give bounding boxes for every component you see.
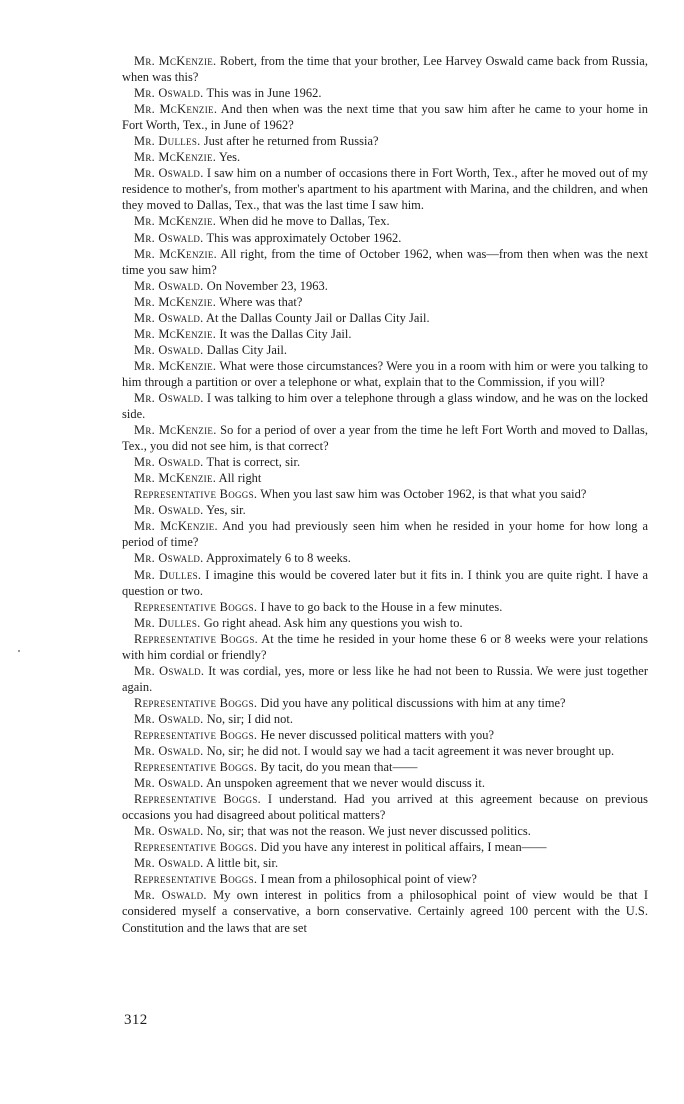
speech-text: That is correct, sir. <box>206 455 301 470</box>
transcript-paragraph <box>122 310 648 326</box>
speaker-name: Mr. Oswald. <box>134 86 204 101</box>
speech-text: Go right ahead. Ask him any questions you wish to. <box>203 615 463 630</box>
transcript-paragraph <box>122 278 648 294</box>
speaker-name: Mr. McKenzie. <box>134 102 218 117</box>
transcript-paragraph <box>122 85 648 101</box>
speech-text: Yes, sir. <box>206 503 246 518</box>
speaker-name: Mr. Oswald. <box>134 230 204 245</box>
transcript-paragraph <box>122 871 648 887</box>
transcript-paragraph <box>122 294 648 310</box>
speech-text: I was talking to him over a telephone through a glass window, and he was on the locked side. <box>122 390 648 422</box>
speaker-name: Mr. Oswald. <box>134 342 204 357</box>
speech-text: Did you have any interest in political affairs, I mean—— <box>260 840 547 855</box>
speech-text: Robert, from the time that your brother, Lee Harvey Oswald came back from Russia, when was this? <box>122 54 648 85</box>
speech-text: All right, from the time of October 1962, when was—from then when was the next time you saw him? <box>122 246 649 277</box>
transcript-paragraph <box>122 53 648 85</box>
speaker-name: Representative Boggs. <box>134 631 259 646</box>
transcript-paragraph <box>122 358 648 390</box>
speaker-name: Mr. Oswald. <box>134 711 204 726</box>
speaker-name: Mr. Oswald. <box>134 744 204 759</box>
speaker-name: Mr. McKenzie. <box>134 246 218 261</box>
speaker-name: Representative Boggs. <box>134 599 258 614</box>
speaker-name: Mr. Dulles. <box>134 567 202 582</box>
speaker-name: Representative Boggs. <box>134 727 258 742</box>
transcript-paragraph <box>122 615 648 631</box>
transcript-paragraph <box>122 101 648 133</box>
speech-text: My own interest in politics from a philosophical point of view would be that I considered myself a conservative, a born conservative. Certainly agreed 100 percent with the U.S. Constitution and the laws that are set <box>122 888 648 935</box>
speech-text: It was the Dallas City Jail. <box>219 326 352 341</box>
speaker-name: Mr. McKenzie. <box>134 471 217 486</box>
speech-text: All right <box>218 471 262 486</box>
transcript-paragraph <box>122 149 648 165</box>
speech-text: This was approximately October 1962. <box>206 230 402 245</box>
speech-text: Where was that? <box>219 294 303 309</box>
transcript-paragraph <box>122 631 648 663</box>
speech-text: This was in June 1962. <box>206 86 322 101</box>
speaker-name: Mr. Oswald. <box>134 776 204 791</box>
speaker-name: Representative Boggs. <box>134 840 258 855</box>
speech-text: Did you have any political discussions with him at any time? <box>260 695 566 710</box>
transcript-paragraph <box>122 213 648 229</box>
speech-text: No, sir; that was not the reason. We just never discussed politics. <box>206 824 531 839</box>
speech-text: Dallas City Jail. <box>206 342 288 357</box>
speaker-name: Mr. McKenzie. <box>134 214 217 229</box>
speech-text: At the Dallas County Jail or Dallas City Jail. <box>206 310 430 325</box>
transcript-paragraph <box>122 470 648 486</box>
page-number: 312 <box>124 1012 148 1028</box>
transcript-paragraph <box>122 246 648 278</box>
speaker-name: Mr. Oswald. <box>134 390 204 405</box>
speech-text: A little bit, sir. <box>206 856 279 871</box>
transcript-paragraph <box>122 791 648 823</box>
transcript-paragraph <box>122 711 648 727</box>
transcript-paragraph <box>122 230 648 246</box>
transcript-paragraph <box>122 567 648 599</box>
paragraph-list <box>122 53 648 936</box>
speaker-name: Mr. Oswald. <box>134 166 204 181</box>
transcript-paragraph <box>122 887 648 935</box>
transcript-paragraph <box>122 133 648 149</box>
speaker-name: Mr. Oswald. <box>134 856 204 871</box>
speech-text: I mean from a philosophical point of view? <box>260 872 477 887</box>
speech-text: And then when was the next time that you saw him after he came to your home in Fort Worth, Tex., in June of 1962? <box>122 102 649 133</box>
speaker-name: Mr. McKenzie. <box>134 150 217 165</box>
transcript-paragraph <box>122 454 648 470</box>
speech-text: I imagine this would be covered later but it fits in. I think you are quite right. I have a question or two. <box>122 567 648 598</box>
transcript-paragraph <box>122 775 648 791</box>
speech-text: By tacit, do you mean that—— <box>260 760 418 775</box>
speaker-name: Representative Boggs. <box>134 792 262 807</box>
transcript-paragraph <box>122 502 648 518</box>
speaker-name: Mr. Oswald. <box>134 310 204 325</box>
speaker-name: Mr. McKenzie. <box>134 423 217 438</box>
speech-text: It was cordial, yes, more or less like he had not been to Russia. We were just together again. <box>122 663 649 694</box>
transcript-paragraph <box>122 518 648 550</box>
speech-text: No, sir; I did not. <box>206 711 294 726</box>
transcript-paragraph <box>122 839 648 855</box>
transcript-paragraph <box>122 422 648 454</box>
speech-text: Approximately 6 to 8 weeks. <box>206 551 351 566</box>
speaker-name: Mr. McKenzie. <box>134 519 218 534</box>
speech-text: I understand. Had you arrived at this agreement because on previous occasions you had disagreed about political matters? <box>122 792 648 823</box>
speaker-name: Representative Boggs. <box>134 695 258 710</box>
transcript-paragraph <box>122 695 648 711</box>
transcript-paragraph <box>122 599 648 615</box>
speech-text: At the time he resided in your home these 6 or 8 weeks were your relations with him cordial or friendly? <box>122 631 648 662</box>
transcript-paragraph <box>122 342 648 358</box>
transcript-paragraph <box>122 165 648 213</box>
transcript-paragraph <box>122 550 648 566</box>
speaker-name: Mr. McKenzie. <box>134 326 217 341</box>
speaker-name: Representative Boggs. <box>134 760 258 775</box>
transcript-paragraph <box>122 727 648 743</box>
transcript-paragraph <box>122 326 648 342</box>
transcript-paragraph <box>122 390 648 422</box>
transcript-paragraph <box>122 663 648 695</box>
transcript-paragraph <box>122 823 648 839</box>
stray-mark <box>18 650 20 652</box>
speech-text: I saw him on a number of occasions there in Fort Worth, Tex., after he moved out of my residence to mother's, from mother's apartment to his apartment with Marina, and the children, and when they moved to Dallas, Tex., that was the last time I saw him. <box>122 166 648 213</box>
speech-text: An unspoken agreement that we never would discuss it. <box>206 776 485 791</box>
speech-text: What were those circumstances? Were you in a room with him or were you talking to him through a partition or over a telephone or what, explain that to the Commission, if you will? <box>122 358 648 389</box>
speaker-name: Mr. Oswald. <box>134 663 205 678</box>
speech-text: And you had previously seen him when he resided in your home for how long a period of time? <box>122 519 649 550</box>
speaker-name: Mr. Oswald. <box>134 551 204 566</box>
speech-text: So for a period of over a year from the time he left Fort Worth and moved to Dallas, Tex., you did not see him, is that correct? <box>122 423 649 454</box>
speaker-name: Mr. McKenzie. <box>134 294 217 309</box>
speaker-name: Mr. Oswald. <box>134 824 204 839</box>
speech-text: On November 23, 1963. <box>206 278 328 293</box>
speaker-name: Representative Boggs. <box>134 487 258 502</box>
speech-text: When did he move to Dallas, Tex. <box>219 214 390 229</box>
speaker-name: Mr. McKenzie. <box>134 54 217 68</box>
speaker-name: Mr. Dulles. <box>134 615 201 630</box>
speaker-name: Mr. McKenzie. <box>134 358 217 373</box>
transcript-paragraph <box>122 486 648 502</box>
speaker-name: Representative Boggs. <box>134 872 258 887</box>
speech-text: No, sir; he did not. I would say we had a tacit agreement it was never brought up. <box>206 744 615 759</box>
speech-text: He never discussed political matters with you? <box>260 727 494 742</box>
transcript-body <box>122 53 648 936</box>
speech-text: When you last saw him was October 1962, is that what you said? <box>260 487 587 502</box>
speaker-name: Mr. Oswald. <box>134 455 204 470</box>
speech-text: I have to go back to the House in a few minutes. <box>260 599 503 614</box>
speech-text: Just after he returned from Russia? <box>203 134 379 149</box>
speaker-name: Mr. Oswald. <box>134 503 204 518</box>
speech-text: Yes. <box>218 150 241 165</box>
speaker-name: Mr. Oswald. <box>134 278 204 293</box>
transcript-paragraph <box>122 743 648 759</box>
speaker-name: Mr. Oswald. <box>134 888 207 903</box>
transcript-paragraph <box>122 855 648 871</box>
speaker-name: Mr. Dulles. <box>134 134 201 149</box>
transcript-paragraph <box>122 759 648 775</box>
